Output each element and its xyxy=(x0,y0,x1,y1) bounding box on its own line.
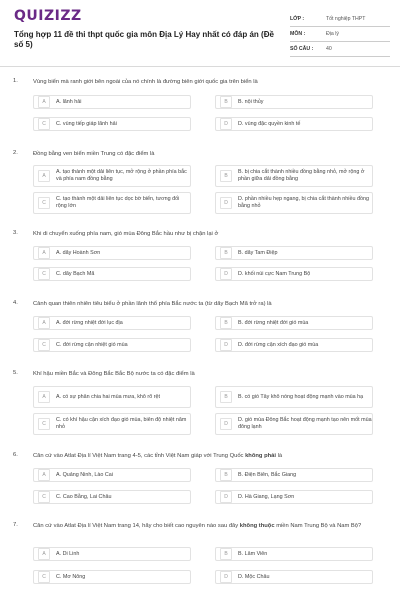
question-number: 2. xyxy=(13,150,18,156)
option-b[interactable] xyxy=(215,386,373,408)
option-letter: C xyxy=(38,339,50,351)
option-a[interactable] xyxy=(33,246,191,260)
info-value: Địa lý xyxy=(326,31,339,37)
option-text: C. có khí hậu cận xích đạo gió mùa, biên độ nhiệt năm nhỏ xyxy=(56,417,187,430)
option-letter: C xyxy=(38,197,50,209)
option-letter: C xyxy=(38,418,50,430)
option-letter: C xyxy=(38,118,50,130)
question-text: Cảnh quan thiên nhiên tiêu biểu ở phần lãnh thổ phía Bắc nước ta (từ dãy Bạch Mã trở ra) là xyxy=(33,301,272,307)
question-text: Khí hậu miền Bắc và Đông Bắc Bắc Bộ nước ta có đặc điểm là xyxy=(33,371,195,377)
option-letter: A xyxy=(38,391,50,403)
quizizz-logo: QUIZIZZ xyxy=(14,8,82,24)
question-text: Vùng biển mà ranh giới bên ngoài của nó chính là đường biên giới quốc gia trên biển là xyxy=(33,79,258,85)
option-b[interactable] xyxy=(215,246,373,260)
option-b[interactable] xyxy=(215,547,373,561)
info-row-count xyxy=(290,42,390,57)
option-a[interactable] xyxy=(33,386,191,408)
option-a[interactable] xyxy=(33,547,191,561)
option-d[interactable] xyxy=(215,338,373,352)
option-text: B. Điện Biên, Bắc Giang xyxy=(238,471,297,478)
question-number: 6. xyxy=(13,452,18,458)
worksheet-info xyxy=(290,12,390,57)
info-value: 40 xyxy=(326,46,332,52)
option-letter: B xyxy=(220,247,232,259)
option-c[interactable] xyxy=(33,490,191,504)
option-letter: B xyxy=(220,548,232,560)
option-d[interactable] xyxy=(215,490,373,504)
option-letter: A xyxy=(38,96,50,108)
info-label: MÔN : xyxy=(290,31,306,37)
info-label: LỚP : xyxy=(290,16,305,22)
option-letter: D xyxy=(220,339,232,351)
worksheet-title: Tổng hợp 11 đề thi thpt quốc gia môn Địa Lý Hay nhất có đáp án (Đề số 5) xyxy=(14,30,274,49)
question-number: 5. xyxy=(13,370,18,376)
option-text: B. đới rừng nhiệt đới gió mùa xyxy=(238,319,309,326)
worksheet-header xyxy=(0,0,400,66)
option-letter: A xyxy=(38,469,50,481)
option-text: A. đới rừng nhiệt đới lục địa xyxy=(56,319,123,326)
option-text: D. Mộc Châu xyxy=(238,573,270,580)
question-text: Căn cứ vào Atlat Địa lí Việt Nam trang 14, hãy cho biết cao nguyên nào sau đây không thuộc miền Nam Trung Bộ và Nam Bộ? xyxy=(33,523,362,529)
option-letter: C xyxy=(38,571,50,583)
question-text: Căn cứ vào Atlat Địa lí Việt Nam trang 4-5, các tỉnh Việt Nam giáp với Trung Quốc không phải là xyxy=(33,453,283,459)
info-row-subject xyxy=(290,27,390,42)
question-number: 1. xyxy=(13,78,18,84)
option-c[interactable] xyxy=(33,192,191,214)
option-b[interactable] xyxy=(215,316,373,330)
option-text: C. tạo thành một dải liên tục dọc bờ biển, tương đối rộng lớn xyxy=(56,196,180,209)
info-value: Tốt nghiệp THPT xyxy=(326,16,366,22)
option-c[interactable] xyxy=(33,413,191,435)
option-letter: D xyxy=(220,268,232,280)
option-text: D. vùng đặc quyền kinh tế xyxy=(238,120,301,127)
question-text: Đồng bằng ven biển miền Trung có đặc điểm là xyxy=(33,151,155,157)
option-letter: C xyxy=(38,491,50,503)
option-b[interactable] xyxy=(215,165,373,187)
option-text: D. phần nhiều hẹp ngang, bị chia cắt thành nhiều đồng bằng nhỏ xyxy=(238,196,369,209)
option-text: D. gió mùa Đông Bắc hoạt động mạnh tạo nên mốt mùa đông lạnh xyxy=(238,417,372,430)
question-emphasis: không phải xyxy=(245,453,276,459)
option-text: D. đới rừng cận xích đạo gió mùa xyxy=(238,341,319,348)
option-letter: D xyxy=(220,197,232,209)
option-c[interactable] xyxy=(33,338,191,352)
option-text: A. có sự phân chia hai mùa mưa, khô rõ rệt xyxy=(56,393,160,400)
option-text: A. Quảng Ninh, Lào Cai xyxy=(56,471,113,478)
option-text: C. Cao Bằng, Lai Châu xyxy=(56,493,112,500)
option-d[interactable] xyxy=(215,192,373,214)
option-letter: A xyxy=(38,548,50,560)
option-text: A. Di Linh xyxy=(56,550,80,557)
option-b[interactable] xyxy=(215,95,373,109)
option-letter: B xyxy=(220,391,232,403)
option-d[interactable] xyxy=(215,570,373,584)
option-letter: B xyxy=(220,96,232,108)
info-row-class xyxy=(290,12,390,27)
option-text: C. Mơ Nông xyxy=(56,573,86,580)
option-letter: D xyxy=(220,118,232,130)
option-b[interactable] xyxy=(215,468,373,482)
option-text: D. Hà Giang, Lạng Sơn xyxy=(238,493,295,500)
option-a[interactable] xyxy=(33,316,191,330)
option-text: A. tạo thành một dải liên tục, mở rộng ở phần phía bắc và phía nam đồng bằng xyxy=(56,169,187,182)
question-text: Khi di chuyển xuống phía nam, gió mùa Đông Bắc hầu như bị chặn lại ở xyxy=(33,231,219,237)
option-letter: D xyxy=(220,491,232,503)
option-c[interactable] xyxy=(33,267,191,281)
option-a[interactable] xyxy=(33,95,191,109)
option-letter: B xyxy=(220,469,232,481)
option-text: A. dãy Hoành Sơn xyxy=(56,249,101,256)
option-c[interactable] xyxy=(33,570,191,584)
option-text: D. khối núi cực Nam Trung Bộ xyxy=(238,270,311,277)
question-number: 3. xyxy=(13,230,18,236)
option-letter: C xyxy=(38,268,50,280)
option-letter: A xyxy=(38,317,50,329)
option-text: B. nội thủy xyxy=(238,98,264,105)
option-text: C. dãy Bạch Mã xyxy=(56,270,95,277)
option-letter: B xyxy=(220,170,232,182)
option-text: B. dãy Tam Điệp xyxy=(238,249,278,256)
option-d[interactable] xyxy=(215,117,373,131)
option-text: B. Lâm Viên xyxy=(238,550,268,557)
question-number: 7. xyxy=(13,522,18,528)
option-text: C. vùng tiếp giáp lãnh hải xyxy=(56,120,117,127)
option-letter: A xyxy=(38,170,50,182)
option-text: B. có gió Tây khô nóng hoạt động mạnh vào mùa hạ xyxy=(238,393,364,400)
option-letter: A xyxy=(38,247,50,259)
option-text: B. bị chia cắt thành nhiều đồng bằng nhỏ, mở rộng ở phần giữa dải đồng bằng xyxy=(238,169,365,182)
option-a[interactable] xyxy=(33,165,191,187)
option-letter: D xyxy=(220,418,232,430)
question-emphasis: không thuộc xyxy=(239,523,275,529)
option-text: A. lãnh hải xyxy=(56,98,82,105)
option-letter: B xyxy=(220,317,232,329)
header-divider xyxy=(0,66,400,67)
option-d[interactable] xyxy=(215,267,373,281)
question-number: 4. xyxy=(13,300,18,306)
info-label: SỐ CÂU : xyxy=(290,46,314,52)
option-text: C. đới rừng cận nhiệt gió mùa xyxy=(56,341,128,348)
option-a[interactable] xyxy=(33,468,191,482)
option-d[interactable] xyxy=(215,413,373,435)
option-c[interactable] xyxy=(33,117,191,131)
option-letter: D xyxy=(220,571,232,583)
